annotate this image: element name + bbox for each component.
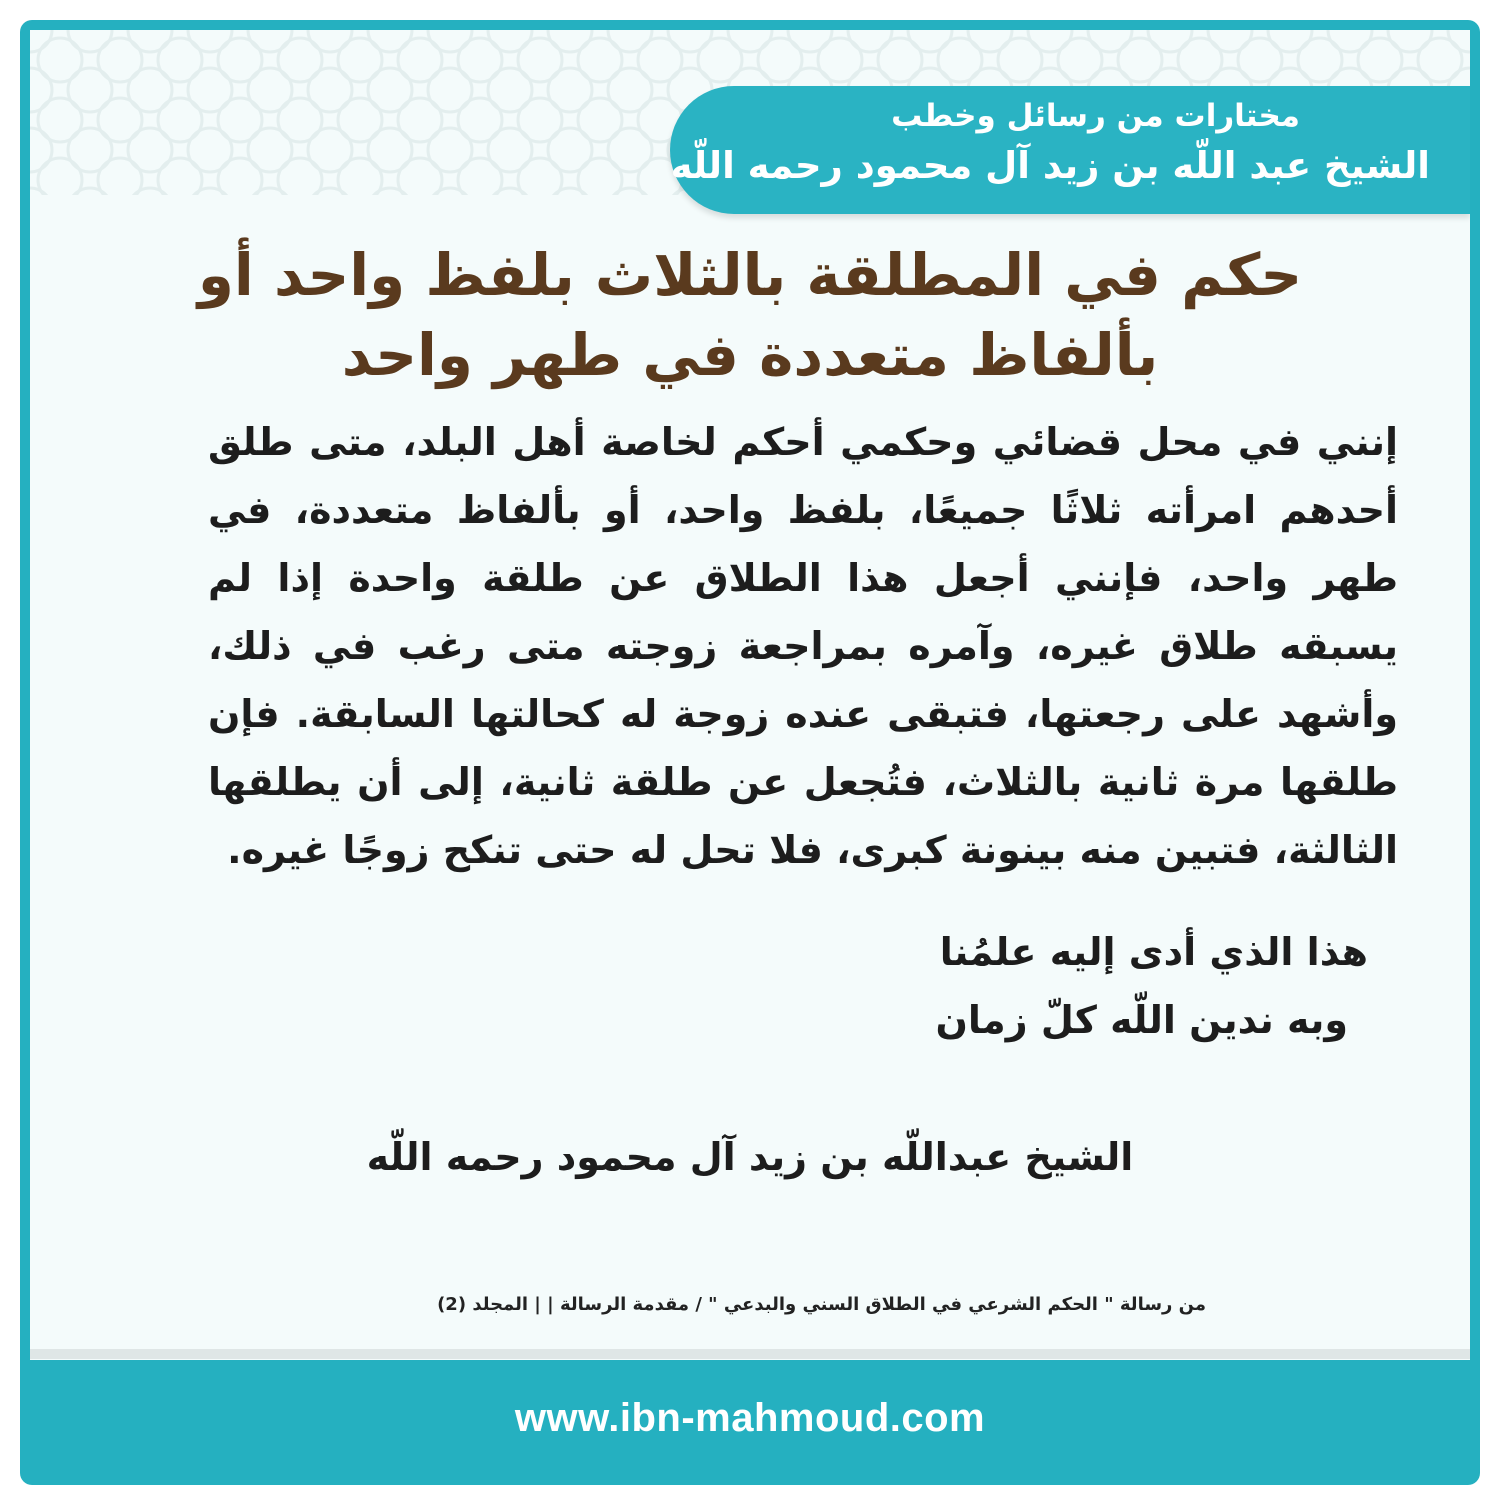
body-paragraph: إنني في محل قضائي وحكمي أحكم لخاصة أهل البلد، متى طلق أحدهم امرأته ثلاثًا جميعًا، بلفظ واحد، أو بألفاظ متعددة، في طهر واحد، فإنني أجعل هذا الطلاق عن طلقة واحدة إذا لم يسبقه طلاق غيره، وآمره بمراجعة زوجته متى رغب في ذلك، وأشهد على رجعتها، فتبقى عنده زوجة له كحالتها السابقة. فإن طلقها مرة ثانية بالثلاث، فتُجعل عن طلقة ثانية، إلى أن يطلقها الثالثة، فتبين منه بينونة كبرى، فلا تحل له حتى تنكح زوجًا غيره.	[208, 420, 1398, 872]
source-citation: من رسالة " الحكم الشرعي في الطلاق السني والبدعي " / مقدمة الرسالة | | المجلد (2)	[437, 1294, 1206, 1315]
website-link[interactable]: www.ibn-mahmoud.com	[514, 1396, 986, 1440]
footer-divider	[30, 1349, 1470, 1359]
closing-line-1: هذا الذي أدى إليه علمُنا	[939, 930, 1368, 974]
page-title: حكم في المطلقة بالثلاث بلفظ واحد أو بألفاظ متعددة في طهر واحد	[197, 241, 1303, 389]
header-subtitle: مختارات من رسائل وخطب	[891, 98, 1300, 134]
closing-line-2: وبه ندين اللّه كلّ زمان	[935, 998, 1348, 1042]
content-card	[30, 30, 1470, 1360]
header-banner	[670, 86, 1470, 214]
header-author: الشيخ عبد اللّه بن زيد آل محمود رحمه اللّه	[670, 144, 1430, 187]
author-signature: الشيخ عبداللّه بن زيد آل محمود رحمه اللّه	[366, 1135, 1134, 1179]
